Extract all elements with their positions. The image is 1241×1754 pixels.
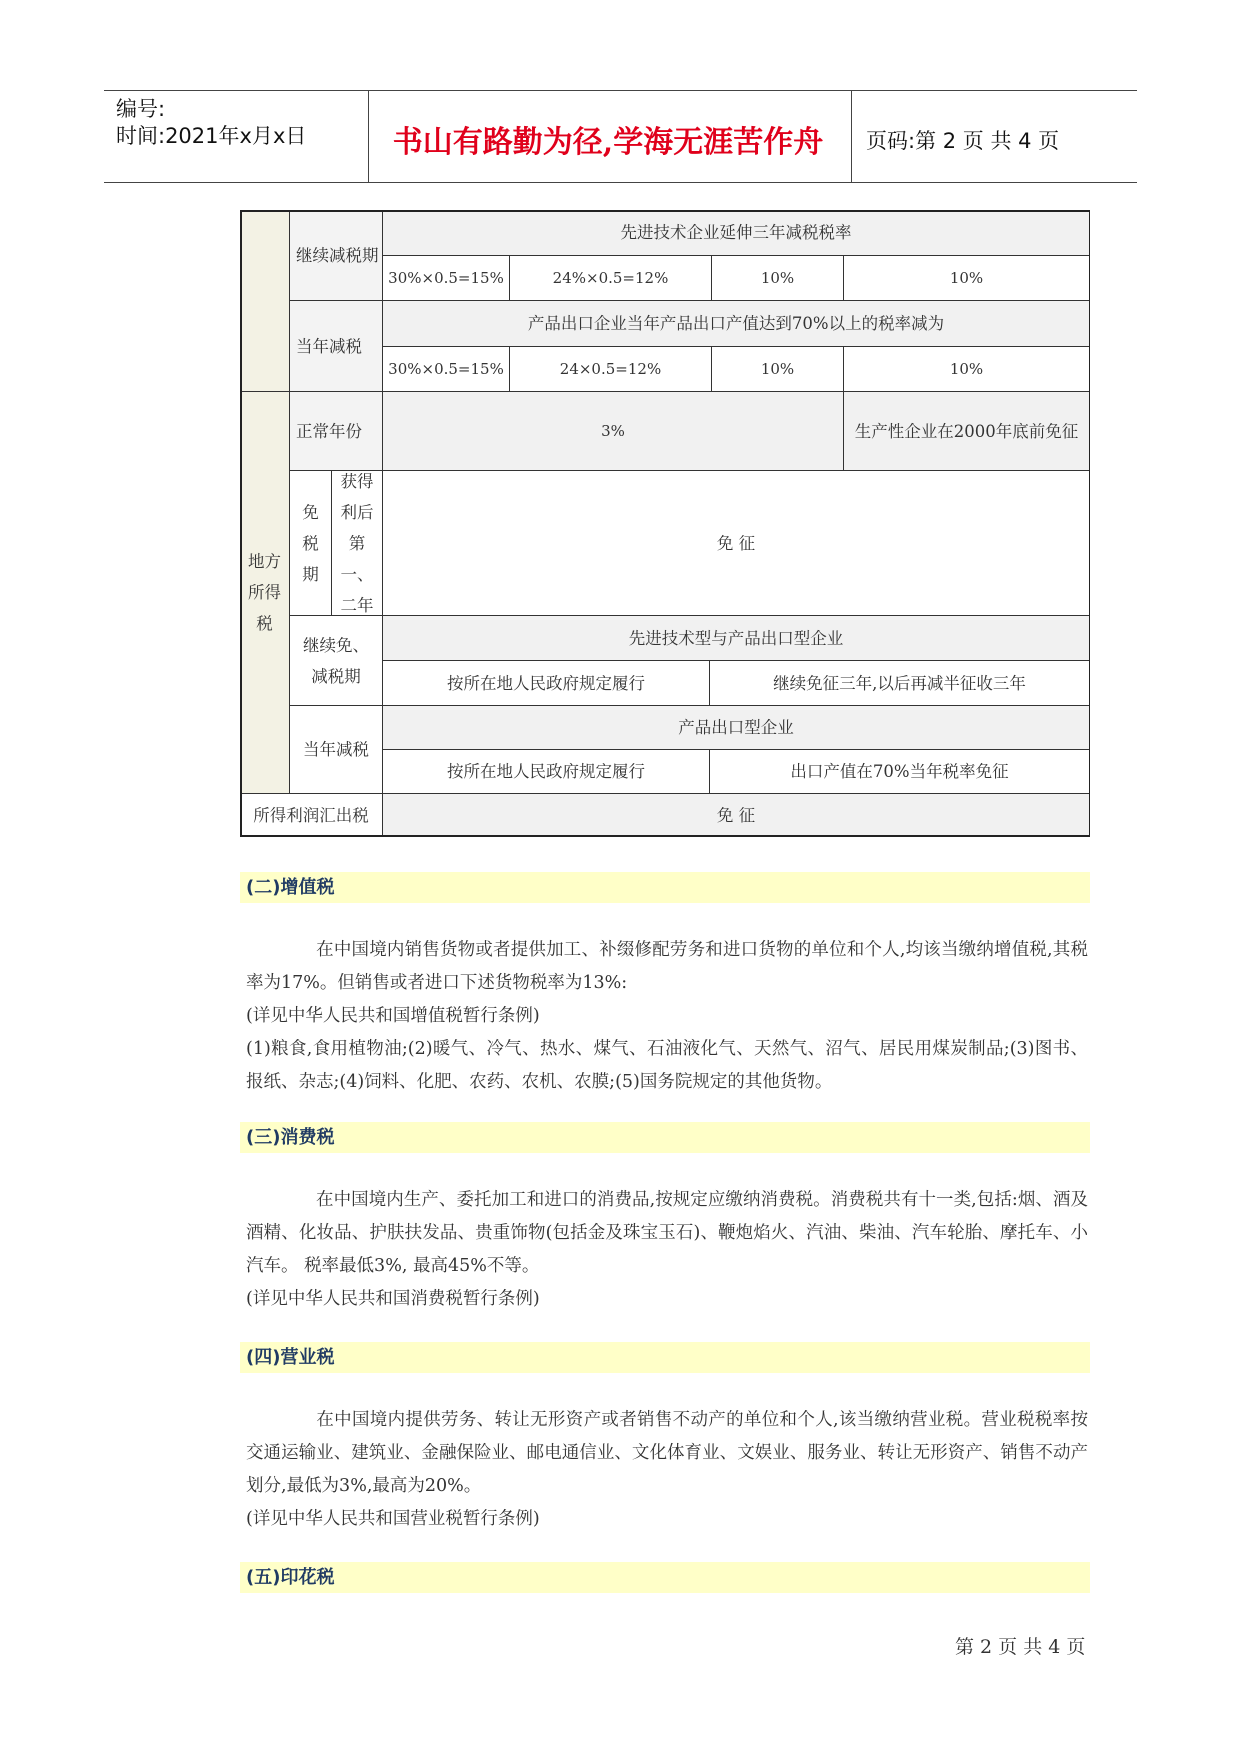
section-heading-stamp: (五)印花税 [240, 1562, 1090, 1593]
table-cell: 10% [712, 347, 844, 392]
table-side-blank [240, 210, 290, 392]
tax-rate-table [240, 210, 1090, 837]
local-income-tax-label: 地方所得税 [240, 392, 290, 794]
page-footer: 第 2 页 共 4 页 [955, 1636, 1086, 1658]
section-heading-vat: (二)增值税 [240, 872, 1090, 903]
header-page-label: 页码:第 2 页 共 4 页 [866, 129, 1060, 153]
row-normal-year-label: 正常年份 [290, 392, 383, 471]
continued-exempt-left: 按所在地人民政府规定履行 [383, 661, 710, 706]
section-heading-business: (四)营业税 [240, 1342, 1090, 1373]
row-exempt-sub-label: 获得利后第一、二年 [332, 471, 383, 616]
doc-number-label: 编号: [116, 97, 166, 121]
section-heading-consumption: (三)消费税 [240, 1122, 1090, 1153]
remittance-value: 免 征 [383, 794, 1090, 837]
row-local-year-reduction-label: 当年减税 [290, 706, 383, 794]
row-continued-reduction-title: 先进技术企业延伸三年减税税率 [383, 210, 1090, 256]
paragraph-text: 在中国境内生产、委托加工和进口的消费品,按规定应缴纳消费税。消费税共有十一类,包括:烟、酒及酒精、化妆品、护肤扶发品、贵重饰物(包括金及珠宝玉石)、鞭炮焰火、汽油、柴油、汽车轮胎、摩托车、小汽车。 税率最低3%, 最高45%不等。 [246, 1190, 1088, 1276]
paragraph [246, 1184, 1088, 1283]
local-year-reduction-right: 出口产值在70%当年税率免征 [710, 750, 1090, 794]
normal-year-note: 生产性企业在2000年底前免征 [844, 392, 1090, 471]
normal-year-rate: 3% [383, 392, 844, 471]
exempt-value: 免 征 [383, 471, 1090, 616]
row-year-reduction-title: 产品出口企业当年产品出口产值达到70%以上的税率减为 [383, 301, 1090, 347]
table-cell: 24%×0.5=12% [510, 256, 712, 301]
section-consumption-body [246, 1184, 1088, 1316]
table-cell: 10% [844, 256, 1090, 301]
paragraph-text: 在中国境内提供劳务、转让无形资产或者销售不动产的单位和个人,该当缴纳营业税。营业税税率按交通运输业、建筑业、金融保险业、邮电通信业、文化体育业、文娱业、服务业、转让无形资产、销售不动产划分,最低为3%,最高为20%。 [246, 1410, 1088, 1496]
row-remittance-label: 所得利润汇出税 [240, 794, 383, 837]
paragraph [246, 934, 1088, 1000]
paragraph: (1)粮食,食用植物油;(2)暖气、冷气、热水、煤气、石油液化气、天然气、沼气、居民用煤炭制品;(3)图书、报纸、杂志;(4)饲料、化肥、农药、农机、农膜;(5)国务院规定的其他货物。 [246, 1039, 1088, 1092]
continued-exempt-title: 先进技术型与产品出口型企业 [383, 616, 1090, 661]
local-year-reduction-left: 按所在地人民政府规定履行 [383, 750, 710, 794]
table-cell: 10% [844, 347, 1090, 392]
paragraph-text: 在中国境内销售货物或者提供加工、补缀修配劳务和进口货物的单位和个人,均该当缴纳增值税,其税率为17%。但销售或者进口下述货物税率为13%: [246, 940, 1088, 993]
doc-time-label: 时间:2021年x月x日 [116, 124, 307, 148]
table-cell: 30%×0.5=15% [383, 347, 510, 392]
header-motto: 书山有路勤为径,学海无涯苦作舟 [392, 125, 824, 160]
paragraph: (详见中华人民共和国消费税暂行条例) [246, 1289, 540, 1309]
row-exempt-label: 免税期 [290, 471, 332, 616]
paragraph [246, 1404, 1088, 1503]
table-cell: 30%×0.5=15% [383, 256, 510, 301]
row-continued-exempt-label: 继续免、减税期 [290, 616, 383, 706]
local-year-reduction-title: 产品出口型企业 [383, 706, 1090, 750]
table-cell: 24×0.5=12% [510, 347, 712, 392]
row-continued-reduction-label: 继续减税期 [290, 210, 383, 301]
header-top-rule [104, 90, 1137, 91]
table-cell: 10% [712, 256, 844, 301]
section-business-body [246, 1404, 1088, 1536]
header-bottom-rule [104, 182, 1137, 183]
header-divider-right [851, 90, 852, 182]
section-vat-body [246, 934, 1088, 1099]
paragraph: (详见中华人民共和国增值税暂行条例) [246, 1006, 540, 1026]
paragraph: (详见中华人民共和国营业税暂行条例) [246, 1509, 540, 1529]
continued-exempt-right: 继续免征三年,以后再减半征收三年 [710, 661, 1090, 706]
row-year-reduction-label: 当年减税 [290, 301, 383, 392]
